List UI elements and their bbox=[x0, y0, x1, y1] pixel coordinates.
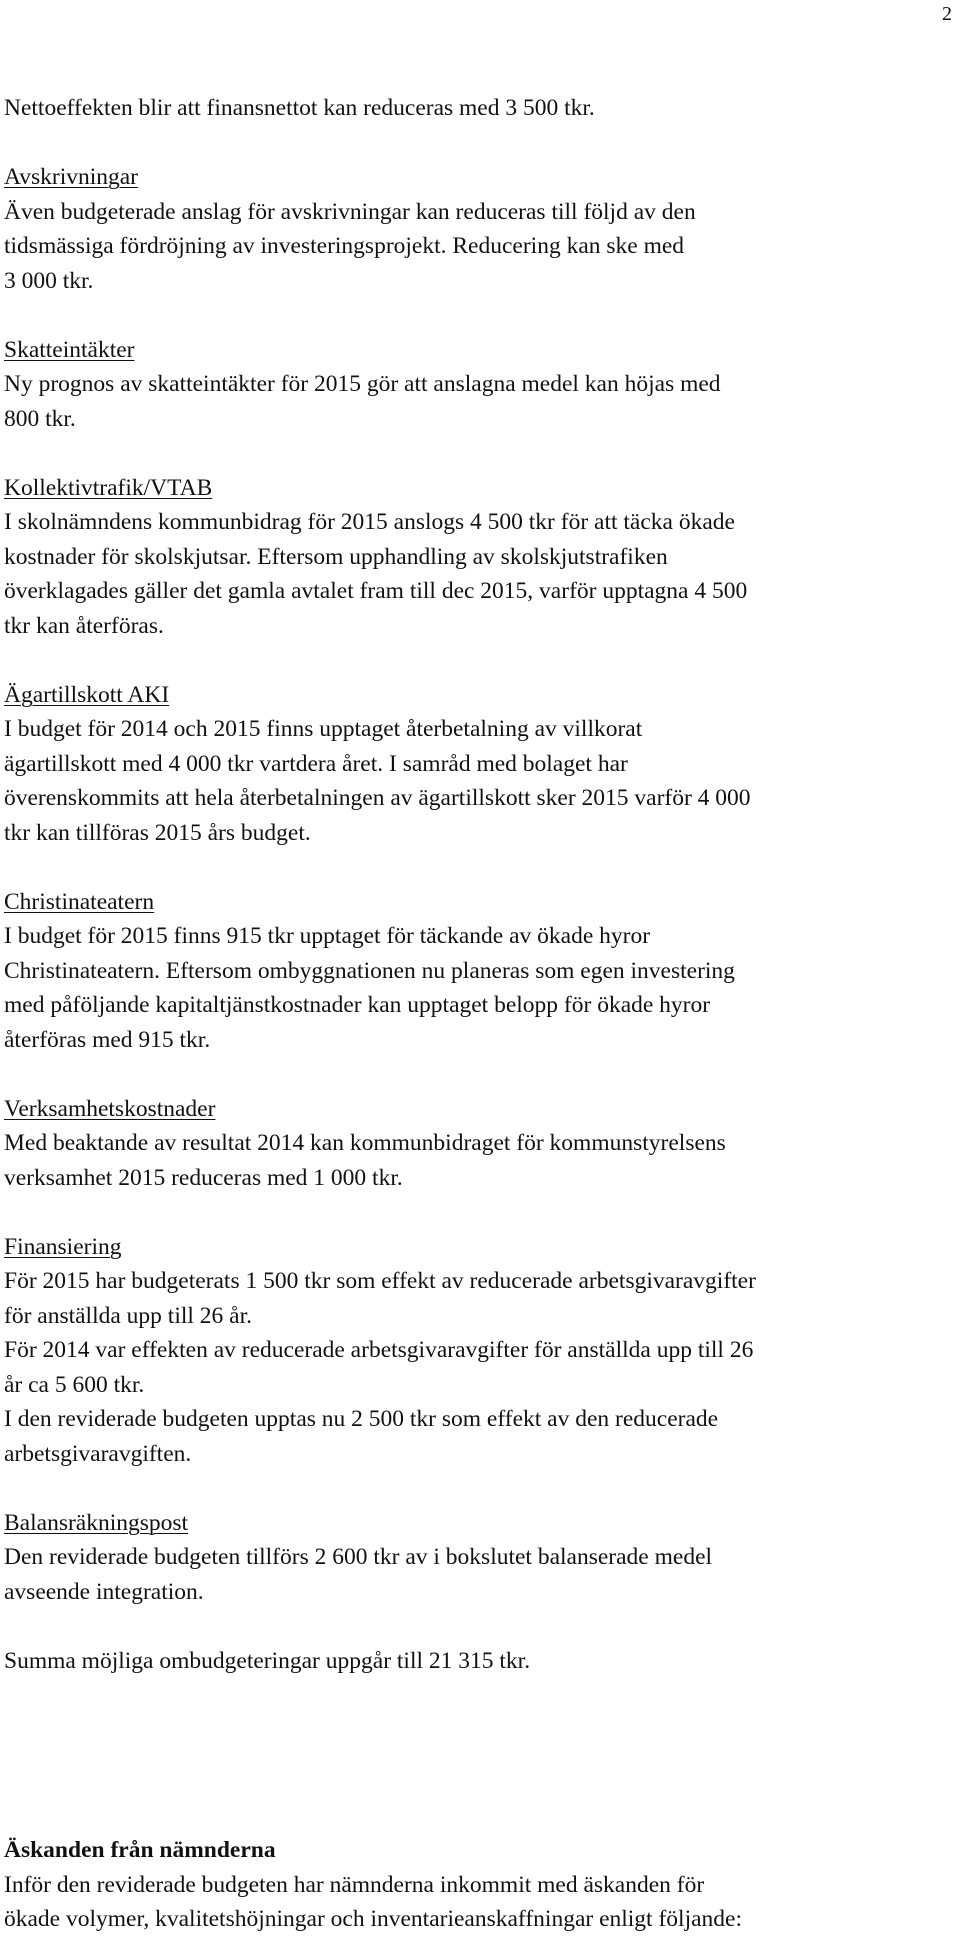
section-heading: Balansräkningspost bbox=[4, 1509, 189, 1536]
section-line: Christinateatern. Eftersom ombyggnationen nu planeras som egen investering bbox=[4, 957, 735, 984]
section-line: I den reviderade budgeten upptas nu 2 500 tkr som effekt av den reducerade bbox=[4, 1406, 719, 1432]
section-line: För 2015 har budgeterats 1 500 tkr som effekt av reducerade arbetsgivaravgifter bbox=[4, 1268, 756, 1294]
final-section-line: Inför den reviderade budgeten har nämnderna inkommit med äskanden för bbox=[4, 1871, 705, 1898]
section-line: I budget för 2014 och 2015 finns upptaget återbetalning av villkorat bbox=[4, 716, 643, 742]
section-balansrakningspost bbox=[4, 1506, 960, 1610]
section-line: I skolnämndens kommunbidrag för 2015 anslogs 4 500 tkr för att täcka ökade bbox=[4, 509, 735, 535]
section-line: 3 000 tkr. bbox=[4, 267, 94, 294]
section-heading: Ägartillskott AKI bbox=[4, 681, 170, 708]
section-verksamhetskostnader bbox=[4, 1092, 960, 1196]
section-heading: Christinateatern bbox=[4, 888, 155, 915]
section-line: Den reviderade budgeten tillförs 2 600 tkr av i bokslutet balanserade medel bbox=[4, 1544, 713, 1570]
section-line: 800 tkr. bbox=[4, 405, 76, 432]
final-section-line: ökade volymer, kvalitetshöjningar och inventarieanskaffningar enligt följande: bbox=[4, 1906, 742, 1932]
section-heading: Kollektivtrafik/VTAB bbox=[4, 474, 213, 501]
section-line: år ca 5 600 tkr. bbox=[4, 1371, 145, 1398]
section-line: för anställda upp till 26 år. bbox=[4, 1302, 253, 1329]
section-line: överenskommits att hela återbetalningen av ägartillskott sker 2015 varför 4 000 bbox=[4, 785, 751, 811]
section-line: I budget för 2015 finns 915 tkr upptaget för täckande av ökade hyror bbox=[4, 923, 651, 949]
section-line: kostnader för skolskjutsar. Eftersom upphandling av skolskjutstrafiken bbox=[4, 543, 668, 570]
section-line: verksamhet 2015 reduceras med 1 000 tkr. bbox=[4, 1164, 403, 1191]
intro-paragraph: Nettoeffekten blir att finansnettot kan reduceras med 3 500 tkr. bbox=[4, 95, 595, 121]
section-kollektivtrafik bbox=[4, 471, 960, 644]
section-agartillskott bbox=[4, 678, 960, 851]
section-christinateatern bbox=[4, 885, 960, 1058]
final-section-heading: Äskanden från nämnderna bbox=[4, 1837, 276, 1863]
section-line: återföras med 915 tkr. bbox=[4, 1026, 211, 1053]
section-line: avseende integration. bbox=[4, 1578, 204, 1605]
document-body bbox=[4, 91, 960, 1678]
section-line: För 2014 var effekten av reducerade arbetsgivaravgifter för anställda upp till 26 bbox=[4, 1337, 754, 1363]
section-line: Även budgeterade anslag för avskrivningar kan reduceras till följd av den bbox=[4, 198, 696, 225]
section-line: Med beaktande av resultat 2014 kan kommunbidraget för kommunstyrelsens bbox=[4, 1130, 726, 1156]
section-line: tkr kan återföras. bbox=[4, 612, 164, 639]
page-number: 2 bbox=[942, 3, 952, 25]
section-line: med påföljande kapitaltjänstkostnader kan upptaget belopp för ökade hyror bbox=[4, 992, 711, 1018]
section-line: överklagades gäller det gamla avtalet fram till dec 2015, varför upptagna 4 500 bbox=[4, 578, 748, 604]
section-heading: Skatteintäkter bbox=[4, 336, 135, 363]
final-section bbox=[4, 1833, 960, 1937]
summary-paragraph: Summa möjliga ombudgeteringar uppgår till 21 315 tkr. bbox=[4, 1647, 531, 1674]
section-finansiering bbox=[4, 1230, 960, 1472]
section-line: Ny prognos av skatteintäkter för 2015 gör att anslagna medel kan höjas med bbox=[4, 371, 721, 397]
section-heading: Verksamhetskostnader bbox=[4, 1095, 216, 1122]
section-line: ägartillskott med 4 000 tkr vartdera året. I samråd med bolaget har bbox=[4, 750, 628, 777]
section-line: tidsmässiga fördröjning av investeringsprojekt. Reducering kan ske med bbox=[4, 233, 685, 259]
section-heading: Finansiering bbox=[4, 1233, 122, 1260]
section-skatteintakter bbox=[4, 333, 960, 437]
section-heading: Avskrivningar bbox=[4, 164, 139, 190]
section-avskrivningar bbox=[4, 160, 960, 298]
section-line: arbetsgivaravgiften. bbox=[4, 1440, 192, 1467]
section-line: tkr kan tillföras 2015 års budget. bbox=[4, 819, 311, 846]
